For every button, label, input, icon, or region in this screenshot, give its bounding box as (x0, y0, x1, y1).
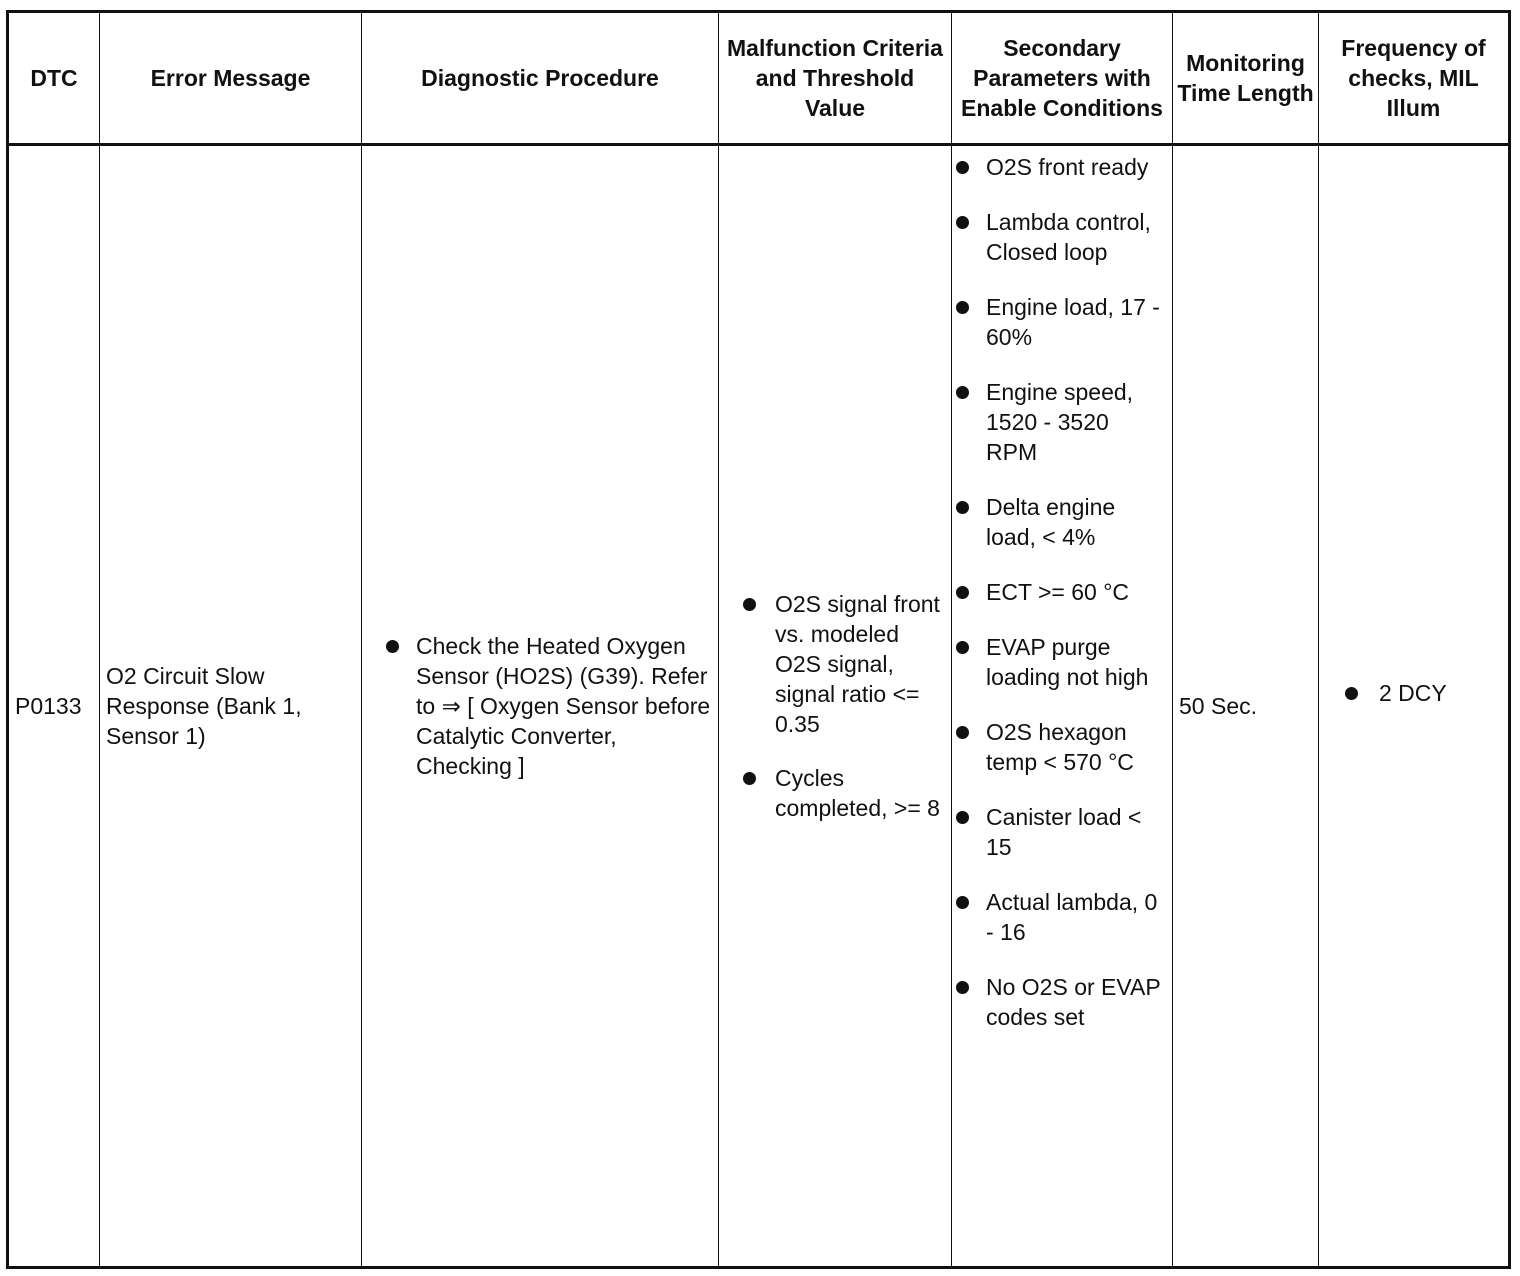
header-diagnostic-procedure: Diagnostic Procedure (362, 12, 719, 145)
list-item (958, 492, 1166, 552)
bullet-icon (956, 216, 969, 229)
list-item (1331, 678, 1447, 708)
header-secondary-parameters: Secondary Parameters with Enable Conditions (952, 12, 1173, 145)
header-error-message: Error Message (100, 12, 362, 145)
diagnostic-procedure (362, 145, 719, 1268)
bullet-icon (956, 161, 969, 174)
param-text: O2S hexagon temp < 570 °C (986, 719, 1134, 775)
list-item (958, 802, 1166, 862)
procedure-text: Check the Heated Oxygen Sensor (HO2S) (G39). Refer to ⇒ [ Oxygen Sensor before Catalytic Converter, Checking ] (416, 633, 711, 779)
bullet-icon (386, 640, 399, 653)
header-monitoring-time: Monitoring Time Length (1173, 12, 1319, 145)
table-row (8, 145, 1510, 1268)
bullet-icon (956, 586, 969, 599)
list-item (958, 577, 1166, 607)
header-malfunction-criteria: Malfunction Criteria and Threshold Value (719, 12, 952, 145)
criteria-list (725, 589, 945, 823)
malfunction-criteria (719, 145, 952, 1268)
param-text: EVAP purge loading not high (986, 634, 1149, 690)
frequency-list (1331, 678, 1447, 708)
param-text: ECT >= 60 °C (986, 579, 1130, 605)
header-dtc: DTC (8, 12, 100, 145)
criteria-text: Cycles completed, >= 8 (775, 765, 940, 821)
param-text: Engine load, 17 - 60% (986, 294, 1160, 350)
param-text: Delta engine load, < 4% (986, 494, 1116, 550)
bullet-icon (956, 896, 969, 909)
list-item (958, 887, 1166, 947)
dtc-table (6, 10, 1511, 1269)
bullet-icon (1345, 687, 1358, 700)
header-frequency: Frequency of checks, MIL Illum (1319, 12, 1510, 145)
dtc-code: P0133 (8, 145, 100, 1268)
list-item (958, 632, 1166, 692)
param-text: No O2S or EVAP codes set (986, 974, 1161, 1030)
list-item (958, 377, 1166, 467)
bullet-icon (956, 811, 969, 824)
frequency (1319, 145, 1510, 1268)
monitoring-time: 50 Sec. (1173, 145, 1319, 1268)
list-item (958, 972, 1166, 1032)
bullet-icon (956, 301, 969, 314)
bullet-icon (956, 981, 969, 994)
bullet-icon (956, 641, 969, 654)
list-item (958, 152, 1166, 182)
error-message: O2 Circuit Slow Response (Bank 1, Sensor 1) (100, 145, 362, 1268)
param-text: Engine speed, 1520 - 3520 RPM (986, 379, 1134, 465)
criteria-text: O2S signal front vs. modeled O2S signal, signal ratio <= 0.35 (775, 591, 940, 737)
bullet-icon (956, 501, 969, 514)
secondary-list (958, 152, 1166, 1032)
bullet-icon (743, 772, 756, 785)
param-text: Canister load < 15 (986, 804, 1142, 860)
param-text: Lambda control, Closed loop (986, 209, 1151, 265)
list-item (725, 589, 945, 739)
list-item (958, 292, 1166, 352)
bullet-icon (956, 726, 969, 739)
bullet-icon (743, 598, 756, 611)
header-row (8, 12, 1510, 145)
list-item (368, 631, 712, 781)
bullet-icon (956, 386, 969, 399)
list-item (958, 717, 1166, 777)
frequency-text: 2 DCY (1379, 680, 1447, 706)
param-text: Actual lambda, 0 - 16 (986, 889, 1158, 945)
procedure-list (368, 631, 712, 781)
param-text: O2S front ready (986, 154, 1149, 180)
list-item (725, 763, 945, 823)
secondary-parameters (952, 145, 1173, 1268)
list-item (958, 207, 1166, 267)
